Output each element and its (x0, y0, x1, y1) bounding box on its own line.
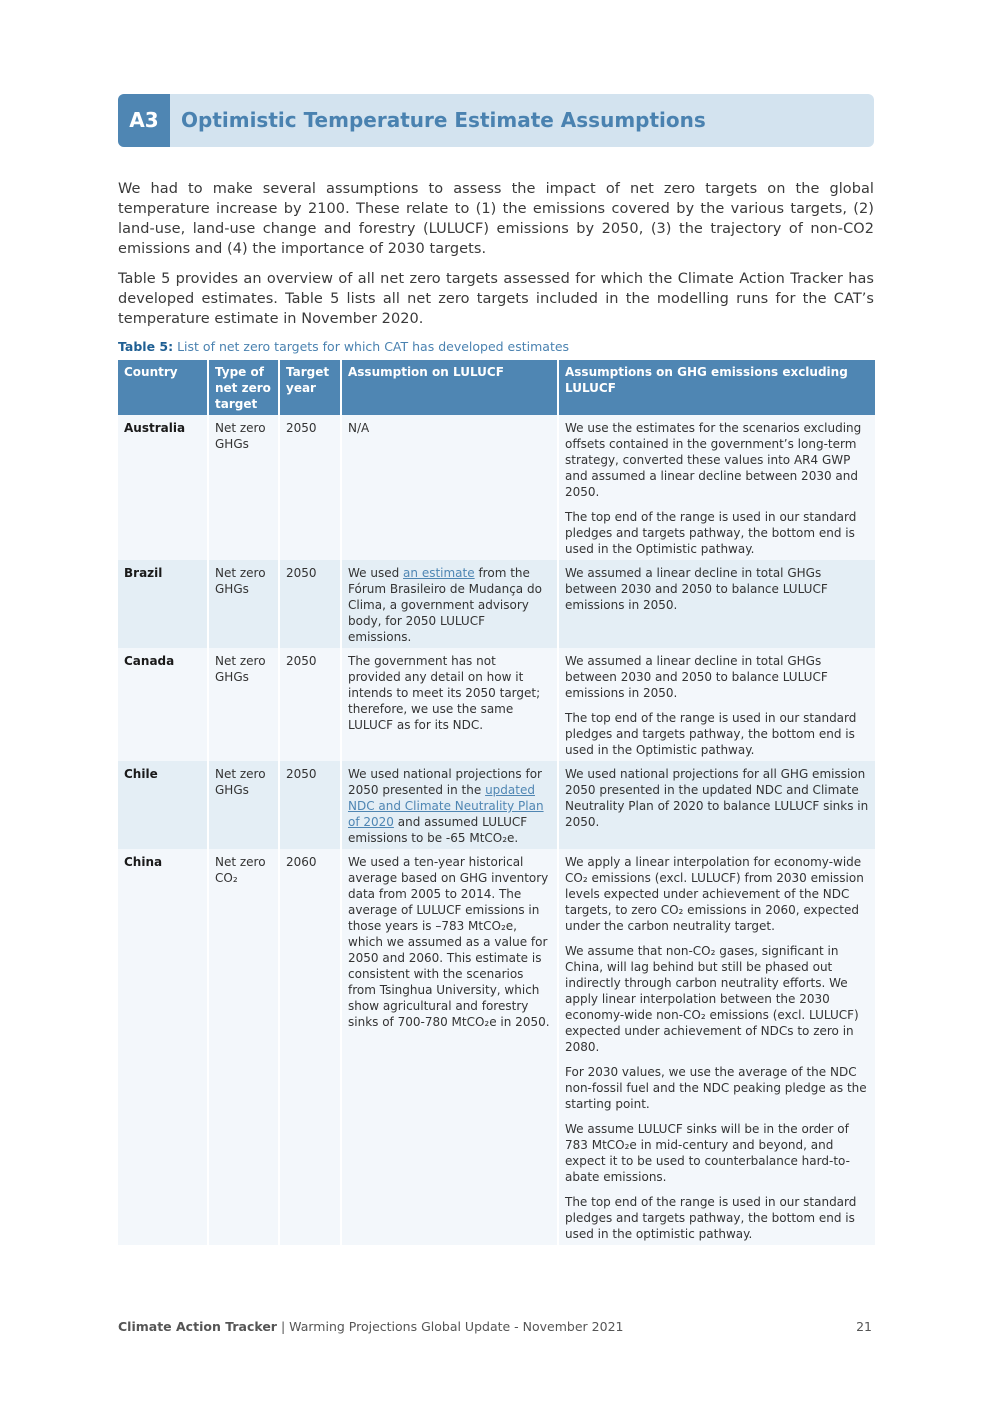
header-year: Target year (279, 360, 341, 415)
cell-lulucf: We used a ten-year historical average based on GHG inventory data from 2005 to 2014. The average of LULUCF emissions in those years is –783 MtCO₂e, which we assumed as a value for 2050 and 2060. This estimate is consistent with the scenarios from Tsinghua University, which show agricultural and forestry sinks of 700-780 MtCO₂e in 2050. (341, 849, 558, 1245)
table-row (118, 849, 875, 1245)
ghg-paragraph: We use the estimates for the scenarios excluding offsets contained in the government’s long-term strategy, converted these values into AR4 GWP and assumed a linear decline between 2030 and 2050. (565, 421, 862, 499)
cell-year: 2060 (279, 849, 341, 1245)
table-row (118, 761, 875, 849)
cell-type: Net zero CO₂ (208, 849, 279, 1245)
header-type: Type of net zero target (208, 360, 279, 415)
ghg-paragraph: We assume LULUCF sinks will be in the order of 783 MtCO₂e in mid-century and beyond, and expect it to be used to counterbalance hard-to-abate emissions. (565, 1122, 850, 1184)
table-caption (118, 339, 569, 354)
page-number: 21 (856, 1319, 872, 1334)
table-caption-label: Table 5: (118, 339, 174, 354)
table-row (118, 560, 875, 648)
cell-ghg (558, 560, 875, 648)
ndc-plan-link[interactable]: updated NDC and Climate Neutrality Plan of 2020 (348, 783, 544, 829)
cell-ghg (558, 415, 875, 560)
cell-lulucf: The government has not provided any detail on how it intends to meet its 2050 target; therefore, we use the same LULUCF as for its NDC. (341, 648, 558, 761)
ghg-paragraph: We assumed a linear decline in total GHGs between 2030 and 2050 to balance LULUCF emissions in 2050. (565, 566, 828, 612)
cell-type: Net zero GHGs (208, 761, 279, 849)
lulucf-text: from the Fórum Brasileiro de Mudança do Clima, a government advisory body, for 2050 LULUCF emissions. (348, 566, 542, 644)
cell-ghg (558, 761, 875, 849)
ghg-paragraph: The top end of the range is used in our standard pledges and targets pathway, the bottom end is used in the Optimistic pathway. (565, 510, 857, 556)
intro-paragraph-2: Table 5 provides an overview of all net zero targets assessed for which the Climate Action Tracker has developed estimates. Table 5 lists all net zero targets included in the modelling runs for the CAT’s temperature estimate in November 2020. (118, 271, 874, 327)
ghg-paragraph: The top end of the range is used in our standard pledges and targets pathway, the bottom end is used in the optimistic pathway. (565, 1195, 857, 1241)
cell-country: China (118, 849, 208, 1245)
cell-ghg (558, 849, 875, 1245)
ghg-paragraph: We apply a linear interpolation for economy-wide CO₂ emissions (excl. LULUCF) from 2030 emission levels expected under achievement of the NDC targets, to zero CO₂ emissions in 2060, expected under the carbon neutrality target. (565, 855, 864, 933)
section-header (118, 94, 874, 147)
header-ghg: Assumptions on GHG emissions excluding LULUCF (558, 360, 875, 415)
footer-text: Warming Projections Global Update - November 2021 (289, 1319, 624, 1334)
footer (118, 1319, 623, 1334)
cell-country: Canada (118, 648, 208, 761)
cell-year: 2050 (279, 648, 341, 761)
cell-type: Net zero GHGs (208, 560, 279, 648)
cell-lulucf (341, 560, 558, 648)
cell-lulucf (341, 761, 558, 849)
table-header-row (118, 360, 875, 415)
cell-year: 2050 (279, 415, 341, 560)
cell-country: Chile (118, 761, 208, 849)
cell-type: Net zero GHGs (208, 648, 279, 761)
intro-paragraph-1: We had to make several assumptions to assess the impact of net zero targets on the global temperature increase by 2100. These relate to (1) the emissions covered by the various targets, (2) land-use, land-use change and forestry (LULUCF) emissions by 2050, (3) the trajectory of non-CO2 emissions and (4) the importance of 2030 targets. (118, 181, 874, 257)
cell-type: Net zero GHGs (208, 415, 279, 560)
ghg-paragraph: We assumed a linear decline in total GHGs between 2030 and 2050 to balance LULUCF emissions in 2050. (565, 654, 828, 700)
cell-country: Australia (118, 415, 208, 560)
ghg-paragraph: The top end of the range is used in our standard pledges and targets pathway, the bottom end is used in the Optimistic pathway. (565, 711, 857, 757)
table-row (118, 415, 875, 560)
footer-separator: | (280, 1319, 286, 1334)
estimate-link[interactable]: an estimate (403, 566, 475, 580)
net-zero-targets-table (118, 360, 875, 1245)
cell-year: 2050 (279, 761, 341, 849)
header-country: Country (118, 360, 208, 415)
lulucf-text: and assumed LULUCF emissions to be -65 MtCO₂e. (348, 815, 528, 845)
section-code: A3 (118, 94, 170, 147)
cell-ghg (558, 648, 875, 761)
ghg-paragraph: We used national projections for all GHG emission 2050 presented in the updated NDC and Climate Neutrality Plan of 2020 to balance LULUCF sinks in 2050. (565, 767, 869, 829)
section-title: Optimistic Temperature Estimate Assumptions (181, 108, 706, 132)
footer-brand: Climate Action Tracker (118, 1319, 277, 1334)
lulucf-text: We used national projections for 2050 presented in the (348, 767, 542, 797)
ghg-paragraph: We assume that non-CO₂ gases, significant in China, will lag behind but still be phased out indirectly through carbon neutrality efforts. We apply linear interpolation between the 2030 economy-wide non-CO₂ emissions (excl. LULUCF) expected under achievement of NDCs to zero in 2080. (565, 944, 859, 1054)
cell-country: Brazil (118, 560, 208, 648)
ghg-paragraph: For 2030 values, we use the average of the NDC non-fossil fuel and the NDC peaking pledge as the starting point. (565, 1065, 867, 1111)
header-lulucf: Assumption on LULUCF (341, 360, 558, 415)
lulucf-text: We used (348, 566, 400, 580)
table-caption-text: List of net zero targets for which CAT has developed estimates (177, 339, 570, 354)
cell-lulucf: N/A (341, 415, 558, 560)
table-row (118, 648, 875, 761)
cell-year: 2050 (279, 560, 341, 648)
